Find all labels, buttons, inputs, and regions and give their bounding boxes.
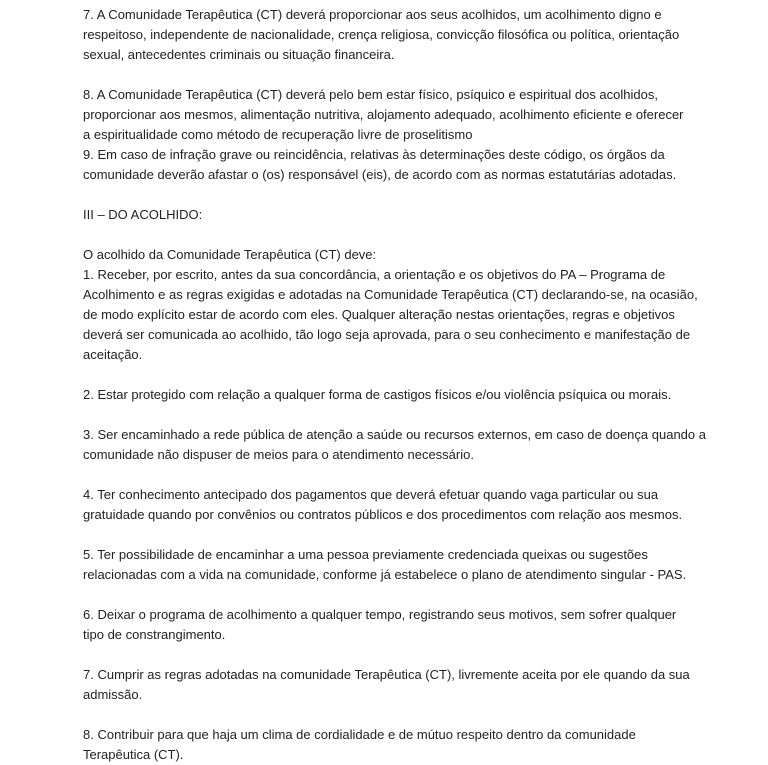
section-heading: III – DO ACOLHIDO: <box>83 207 203 222</box>
paragraph-acolhido-5: 5. Ter possibilidade de encaminhar a uma pessoa previamente credenciada queixas ou sugestões relacionadas com a vida na comunidade, conforme já estabelece o plano de atendimento singular - PAS. <box>83 547 687 582</box>
paragraph-ct-8-9: 8. A Comunidade Terapêutica (CT) deverá pelo bem estar físico, psíquico e espiritual dos acolhidos, proporcionar aos mesmos, alimentação nutritiva, alojamento adequado, acolhimento eficiente e oferecer a espiritualidade como método de recuperação livre de proselitismo 9. Em caso de infração grave ou reincidência, relativas às determinações deste código, os órgãos da comunidade deverão afastar o (os) responsável (eis), de acordo com as normas estatutárias adotadas. <box>83 87 684 182</box>
paragraph-acolhido-7: 7. Cumprir as regras adotadas na comunidade Terapêutica (CT), livremente aceita por ele quando da sua admissão. <box>83 667 690 702</box>
paragraph-acolhido-intro: O acolhido da Comunidade Terapêutica (CT) deve: 1. Receber, por escrito, antes da sua concordância, a orientação e os objetivos do PA – Programa de Acolhimento e as regras exigidas e adotadas na Comunidade Terapêutica (CT) declarando-se, na ocasião, de modo explícito estar de acordo com eles. Qualquer alteração nestas orientações, regras e objetivos deverá ser comunicada ao acolhido, tão logo seja aprovada, para o seu conhecimento e manifestação de aceitação. <box>83 247 698 362</box>
paragraph-acolhido-3: 3. Ser encaminhado a rede pública de atenção a saúde ou recursos externos, em caso de doença quando a comunidade não dispuser de meios para o atendimento necessário. <box>83 427 706 462</box>
paragraph-acolhido-4: 4. Ter conhecimento antecipado dos pagamentos que deverá efetuar quando vaga particular ou sua gratuidade quando por convênios ou contratos públicos e dos procedimentos com relação aos mesmos. <box>83 487 683 522</box>
paragraph-acolhido-6: 6. Deixar o programa de acolhimento a qualquer tempo, registrando seus motivos, sem sofrer qualquer tipo de constrangimento. <box>83 607 677 642</box>
paragraph-ct-7: 7. A Comunidade Terapêutica (CT) deverá proporcionar aos seus acolhidos, um acolhimento digno e respeitoso, independente de nacionalidade, crença religiosa, convicção filosófica ou política, orientação sexual, antecedentes criminais ou situação financeira. <box>83 7 680 62</box>
paragraph-acolhido-2: 2. Estar protegido com relação a qualquer forma de castigos físicos e/ou violência psíquica ou morais. <box>83 387 672 402</box>
paragraph-acolhido-8: 8. Contribuir para que haja um clima de cordialidade e de mútuo respeito dentro da comunidade Terapêutica (CT). <box>83 727 636 762</box>
